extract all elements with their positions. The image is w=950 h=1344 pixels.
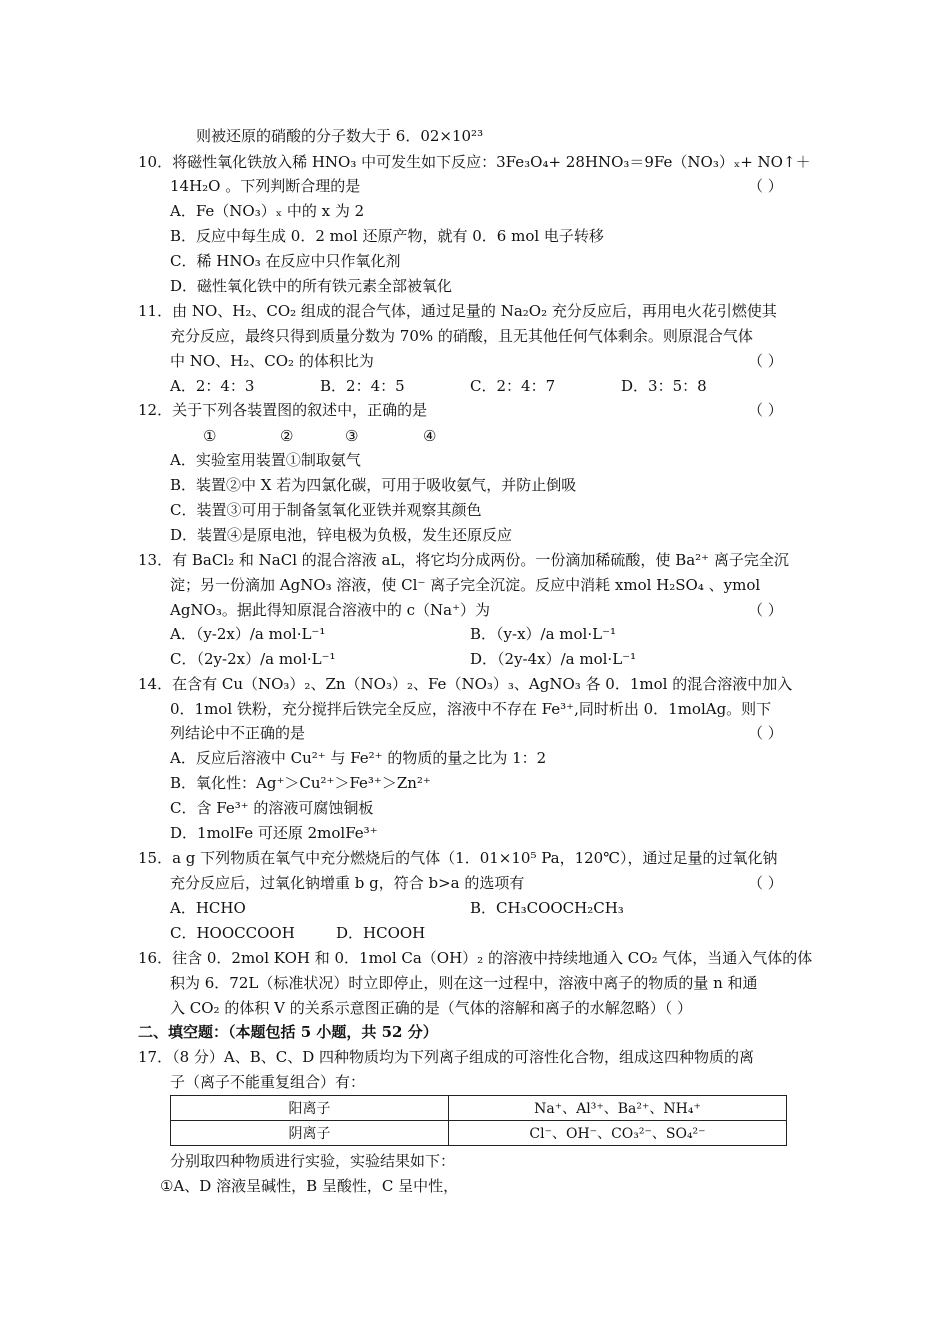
q11-option-b: B．2：4：5 <box>320 377 405 395</box>
q10-stem-2: 14H₂O 。下列判断合理的是 <box>170 177 361 195</box>
q14-answer-paren: （ ） <box>748 724 783 742</box>
q10-stem-1: 10．将磁性氧化铁放入稀 HNO₃ 中可发生如下反应：3Fe₃O₄+ 28HNO₃＝9Fe（NO₃）ₓ+ NO↑＋ <box>138 153 811 171</box>
q9-last-line: 则被还原的硝酸的分子数大于 6．02×10²³ <box>196 127 484 145</box>
q14-option-a: A．反应后溶液中 Cu²⁺ 与 Fe²⁺ 的物质的量之比为 1：2 <box>170 749 547 767</box>
q16-stem-3: 入 CO₂ 的体积 V 的关系示意图正确的是（气体的溶解和离子的水解忽略）（ ） <box>170 999 692 1017</box>
q10-option-d: D．磁性氧化铁中的所有铁元素全部被氧化 <box>170 277 453 295</box>
q15-option-a: A．HCHO <box>170 899 246 917</box>
q15-answer-paren: （ ） <box>748 874 783 892</box>
q11-stem-3: 中 NO、H₂、CO₂ 的体积比为 <box>170 352 374 370</box>
q13-option-b: B．（y-x）/a mol·L⁻¹ <box>470 625 617 643</box>
q12-stem: 12．关于下列各装置图的叙述中，正确的是 <box>138 401 428 419</box>
table-row <box>171 1121 787 1146</box>
q14-stem-2: 0．1mol 铁粉，充分搅拌后铁完全反应，溶液中不存在 Fe³⁺,同时析出 0．1molAg。则下 <box>170 700 772 718</box>
q10-answer-paren: （ ） <box>748 177 783 195</box>
anion-label: 阴离子 <box>171 1121 449 1146</box>
q11-answer-paren: （ ） <box>748 352 783 370</box>
q12-option-a: A．实验室用装置①制取氨气 <box>170 451 361 469</box>
q10-option-b: B．反应中每生成 0．2 mol 还原产物，就有 0．6 mol 电子转移 <box>170 227 604 245</box>
anion-values: Cl⁻、OH⁻、CO₃²⁻、SO₄²⁻ <box>449 1121 787 1146</box>
q11-stem-1: 11．由 NO、H₂、CO₂ 组成的混合气体，通过足量的 Na₂O₂ 充分反应后，再用电火花引燃使其 <box>138 302 777 320</box>
q12-figure-label-2: ② <box>280 427 294 445</box>
q15-option-c: C．HOOCCOOH <box>170 924 295 942</box>
q15-stem-1: 15．a g 下列物质在氧气中充分燃烧后的气体（1．01×10⁵ Pa，120℃），通过足量的过氧化钠 <box>138 849 778 867</box>
q13-stem-3: AgNO₃。据此得知原混合溶液中的 c（Na⁺）为 <box>170 601 491 619</box>
q17-stem-3: 分别取四种物质进行实验，实验结果如下： <box>170 1152 456 1170</box>
q11-option-d: D．3：5：8 <box>621 377 707 395</box>
q14-option-d: D．1molFe 可还原 2molFe³⁺ <box>170 824 378 842</box>
q14-option-b: B．氧化性：Ag⁺＞Cu²⁺＞Fe³⁺＞Zn²⁺ <box>170 774 431 792</box>
q12-figure-label-3: ③ <box>345 427 359 445</box>
q17-stem-2: 子（离子不能重复组合）有： <box>170 1073 366 1091</box>
q13-option-a: A．（y-2x）/a mol·L⁻¹ <box>170 625 326 643</box>
q12-option-c: C．装置③可用于制备氢氧化亚铁并观察其颜色 <box>170 501 482 519</box>
q11-stem-2: 充分反应，最终只得到质量分数为 70% 的硝酸，且无其他任何气体剩余。则原混合气体 <box>170 327 753 345</box>
q12-figure-label-4: ④ <box>423 427 437 445</box>
q17-result-1: ①A、D 溶液呈碱性，B 呈酸性，C 呈中性， <box>160 1177 459 1195</box>
q15-stem-2: 充分反应后，过氧化钠增重 b g，符合 b>a 的选项有 <box>170 874 525 892</box>
q12-answer-paren: （ ） <box>748 401 783 419</box>
q12-option-d: D．装置④是原电池，锌电极为负极，发生还原反应 <box>170 526 513 544</box>
q16-stem-1: 16．往含 0．2mol KOH 和 0．1mol Ca（OH）₂ 的溶液中持续地通入 CO₂ 气体，当通入气体的体 <box>138 949 813 967</box>
q14-stem-3: 列结论中不正确的是 <box>170 724 306 742</box>
q12-option-b: B．装置②中 X 若为四氯化碳，可用于吸收氨气，并防止倒吸 <box>170 476 577 494</box>
q11-option-a: A．2：4：3 <box>170 377 255 395</box>
table-row <box>171 1096 787 1121</box>
q13-option-d: D．（2y-4x）/a mol·L⁻¹ <box>470 650 637 668</box>
cation-label: 阳离子 <box>171 1096 449 1121</box>
q10-option-a: A．Fe（NO₃）ₓ 中的 x 为 2 <box>170 202 365 220</box>
cation-values: Na⁺、Al³⁺、Ba²⁺、NH₄⁺ <box>449 1096 787 1121</box>
q13-answer-paren: （ ） <box>748 601 783 619</box>
section-2-heading: 二、填空题：（本题包括 5 小题，共 52 分） <box>138 1023 438 1041</box>
q13-option-c: C．（2y-2x）/a mol·L⁻¹ <box>170 650 336 668</box>
q15-option-d: D．HCOOH <box>336 924 426 942</box>
q16-stem-2: 积为 6．72L（标准状况）时立即停止，则在这一过程中，溶液中离子的物质的量 n 和通 <box>170 974 758 992</box>
ion-table <box>170 1095 787 1146</box>
q13-stem-1: 13．有 BaCl₂ 和 NaCl 的混合溶液 aL，将它均分成两份。一份滴加稀硫酸，使 Ba²⁺ 离子完全沉 <box>138 551 789 569</box>
q12-figure-label-1: ① <box>203 427 217 445</box>
q15-option-b: B．CH₃COOCH₂CH₃ <box>470 899 624 917</box>
q14-stem-1: 14．在含有 Cu（NO₃）₂、Zn（NO₃）₂、Fe（NO₃）₃、AgNO₃ 各 0．1mol 的混合溶液中加入 <box>138 675 793 693</box>
q11-option-c: C．2：4：7 <box>470 377 556 395</box>
q10-option-c: C．稀 HNO₃ 在反应中只作氧化剂 <box>170 252 401 270</box>
q17-stem-1: 17．（8 分）A、B、C、D 四种物质均为下列离子组成的可溶性化合物，组成这四种物质的离 <box>138 1048 755 1066</box>
q13-stem-2: 淀；另一份滴加 AgNO₃ 溶液，使 Cl⁻ 离子完全沉淀。反应中消耗 xmol H₂SO₄ 、ymol <box>170 576 761 594</box>
q14-option-c: C．含 Fe³⁺ 的溶液可腐蚀铜板 <box>170 799 374 817</box>
